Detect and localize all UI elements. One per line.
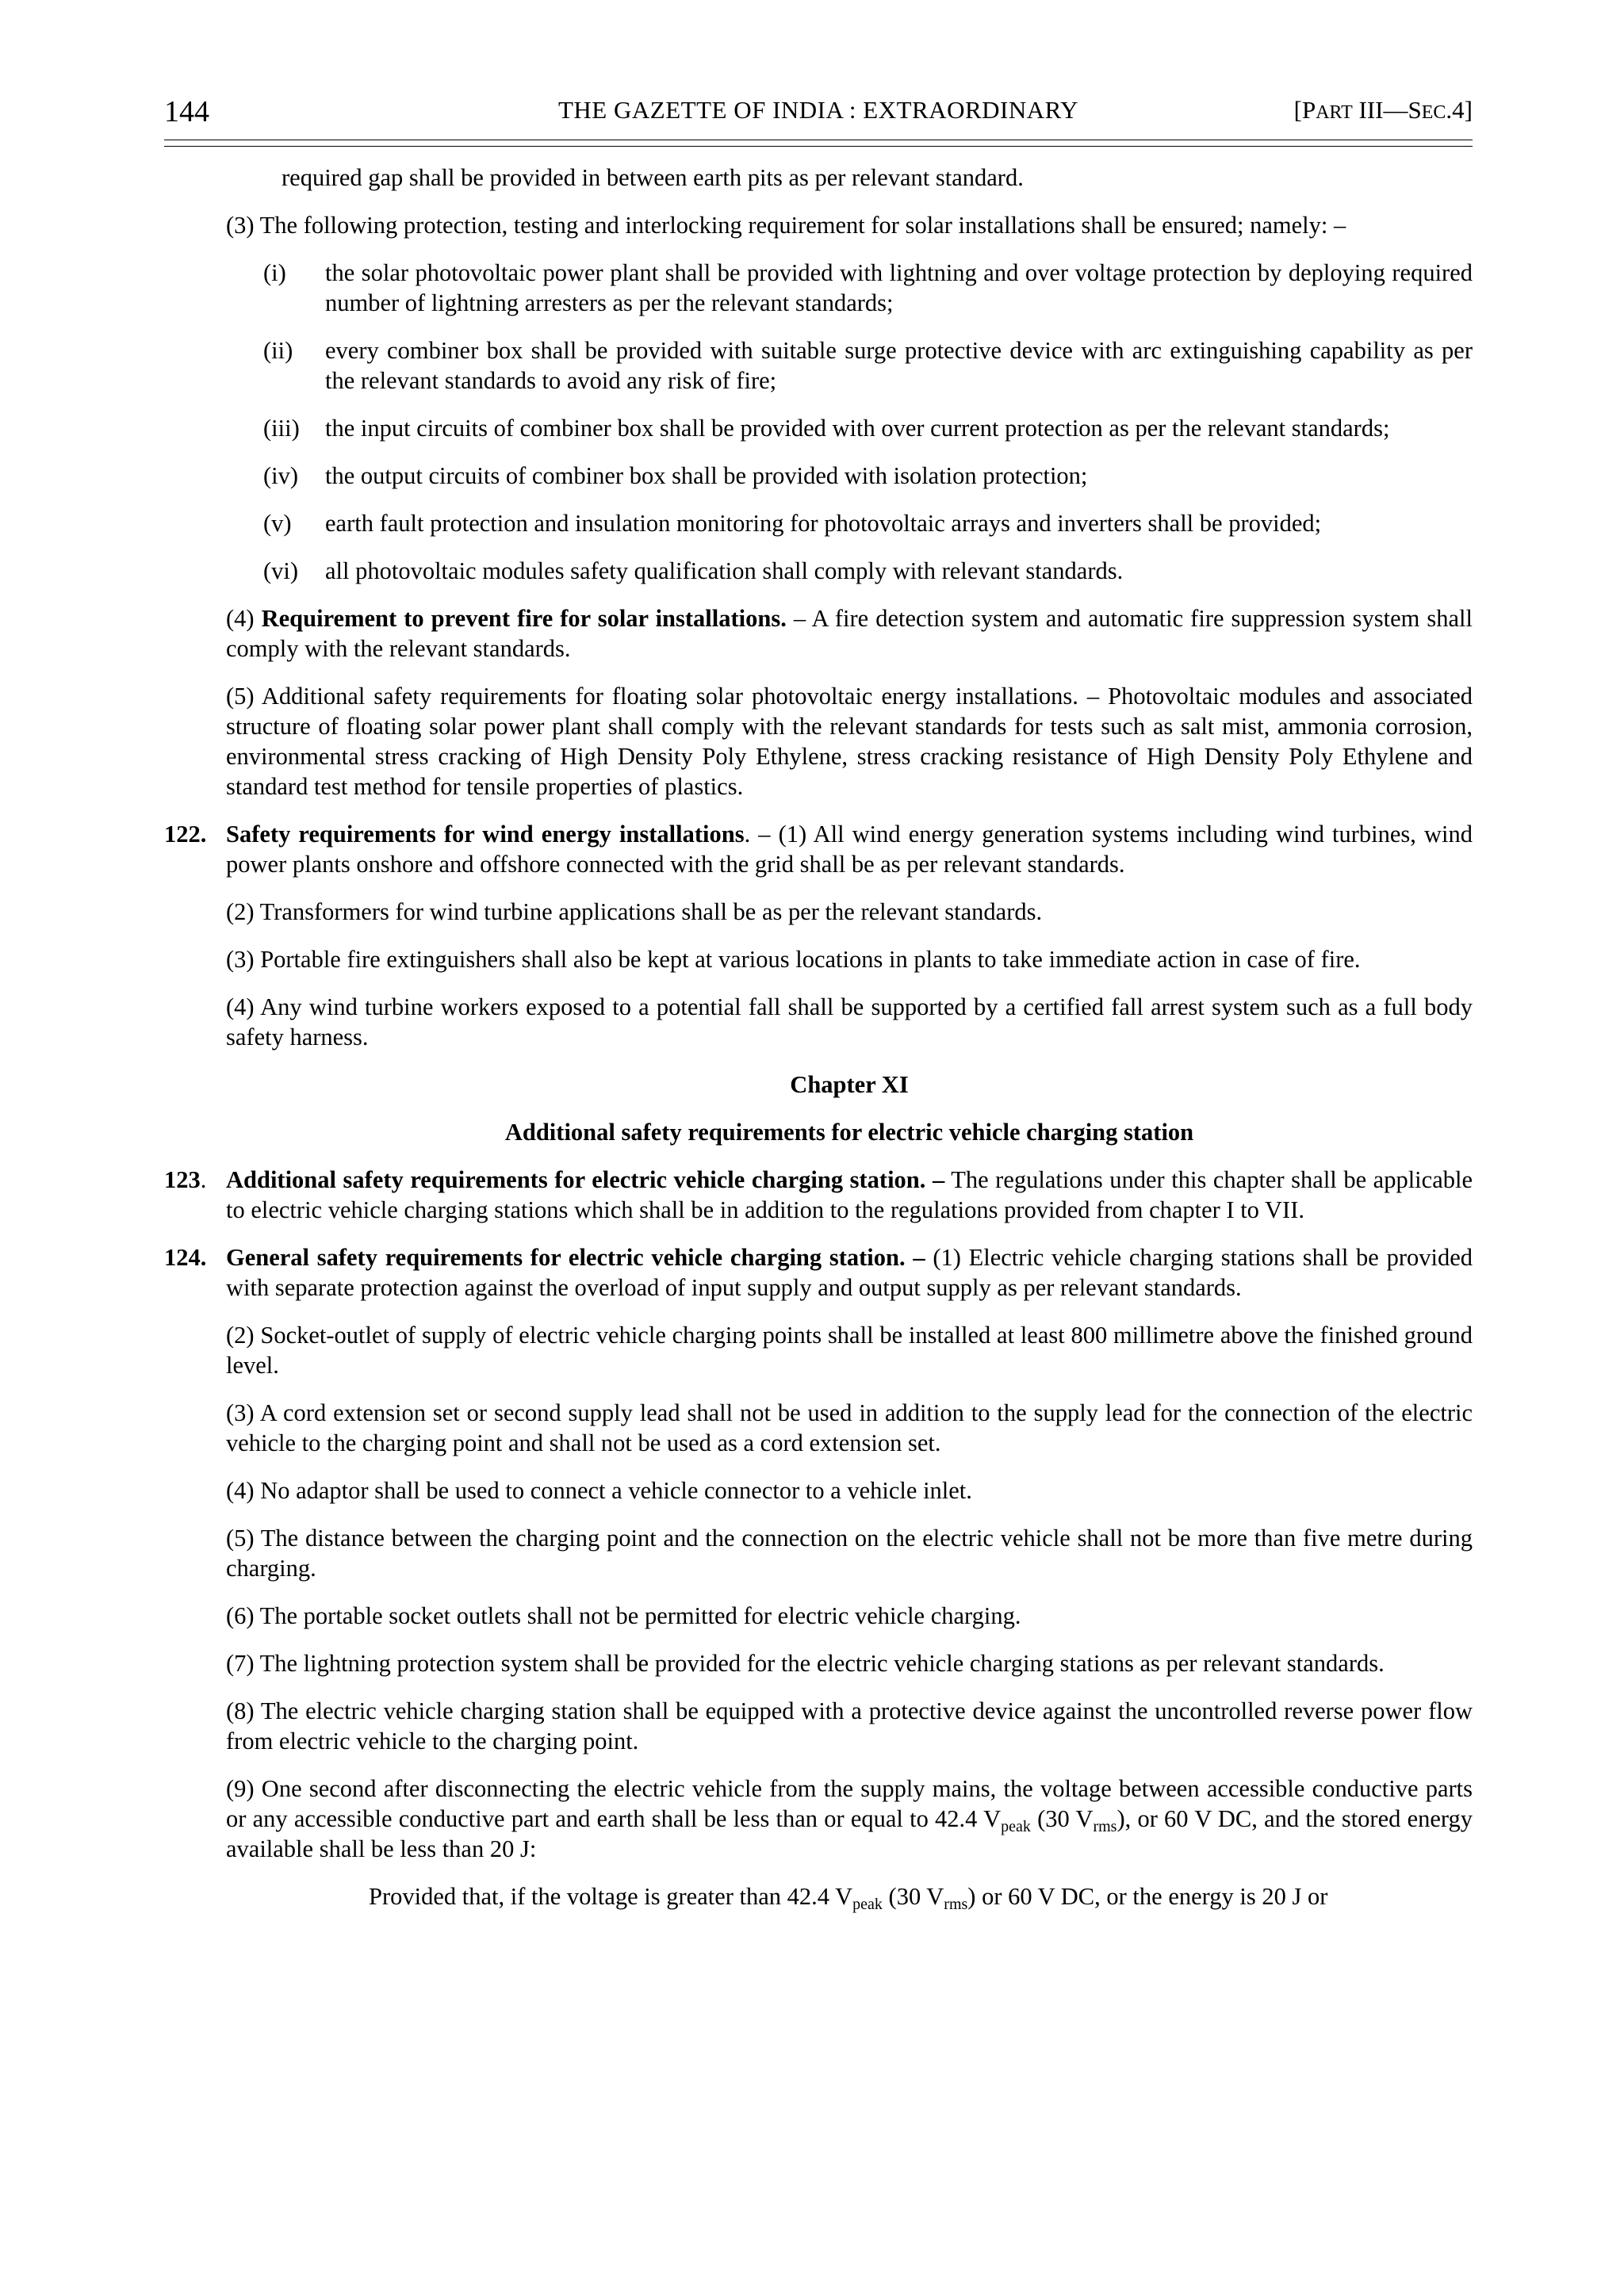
section-124-paragraph: (7) The lightning protection system shall be provided for the electric vehicle charging stations as per relevant standards. (226, 1650, 1385, 1677)
section-124: 124. General safety requirements for electric vehicle charging station. – (1) Electric vehicle charging stations shall be provided with separate protection against the overload of input supply and output supply as per relevant standards. (164, 1244, 1473, 1301)
list-item: (iv) the output circuits of combiner box shall be provided with isolation protection; (263, 462, 1088, 489)
list-item: (v) earth fault protection and insulation monitoring for photovoltaic arrays and inverters shall be provided; (263, 510, 1322, 537)
section-124-paragraph: (4) No adaptor shall be used to connect a vehicle connector to a vehicle inlet. (226, 1477, 972, 1504)
section-124-paragraph: (6) The portable socket outlets shall not be permitted for electric vehicle charging. (226, 1602, 1021, 1629)
chapter-title: Additional safety requirements for electric vehicle charging station (504, 1119, 1194, 1146)
chapter-heading: Chapter XI (790, 1071, 909, 1098)
header-rule-bottom (164, 146, 1473, 147)
paragraph-5: (5) Additional safety requirements for floating solar photovoltaic energy installations. – Photovoltaic modules and associated structure of floating solar power plant shall comply with the relevant standards for tests such as salt mist, ammonia corrosion, environmental stress cracking of High Density Poly Ethylene, stress cracking resistance of High Density Poly Ethylene and standard test method for tensile properties of plastics. (226, 683, 1473, 800)
page-header (164, 94, 1473, 130)
list-item: (iii) the input circuits of combiner box shall be provided with over current protection as per the relevant standards; (263, 415, 1390, 442)
section-122-paragraph-2: (2) Transformers for wind turbine applications shall be as per the relevant standards. (226, 898, 1043, 925)
paragraph-4: (4) Requirement to prevent fire for solar installations. – A fire detection system and automatic fire suppression system shall comply with the relevant standards. (226, 605, 1473, 662)
part-section-label: [PART III—SEC.4] (1293, 96, 1473, 124)
section-122-paragraph-4: (4) Any wind turbine workers exposed to a potential fall shall be supported by a certified fall arrest system such as a full body safety harness. (226, 993, 1473, 1050)
page-number: 144 (164, 95, 209, 128)
section-124-paragraph: (3) A cord extension set or second supply lead shall not be used in addition to the supply lead for the connection of the electric vehicle to the charging point and shall not be used as a cord extension set. (226, 1399, 1473, 1456)
section-124-paragraph: (8) The electric vehicle charging station shall be equipped with a protective device against the uncontrolled reverse power flow from electric vehicle to the charging point. (226, 1697, 1473, 1755)
section-123: 123. Additional safety requirements for electric vehicle charging station. – The regulations under this chapter shall be applicable to electric vehicle charging stations which shall be in addition to the regulations provided from chapter I to VII. (164, 1166, 1473, 1223)
page-body (164, 163, 1473, 1929)
proviso: Provided that, if the voltage is greater than 42.4 $V_{peak}$ (30 $V_{rms}$) or 60 V DC, or the energy is 20 J or (369, 1883, 1328, 1913)
continued-paragraph: required gap shall be provided in between earth pits as per relevant standard. (282, 164, 1024, 191)
section-122: 122. Safety requirements for wind energy installations. – (1) All wind energy generation systems including wind turbines, wind power plants onshore and offshore connected with the grid shall be as per relevant standards. (164, 821, 1473, 878)
paragraph-3: (3) The following protection, testing and interlocking requirement for solar installations shall be ensured; namely: – (226, 212, 1346, 239)
section-122-paragraph-3: (3) Portable fire extinguishers shall also be kept at various locations in plants to take immediate action in case of fire. (226, 946, 1361, 973)
gazette-title: THE GAZETTE OF INDIA : EXTRAORDINARY (557, 96, 1079, 124)
section-124-paragraph-9: (9) One second after disconnecting the electric vehicle from the supply mains, the voltage between accessible conductive parts or any accessible conductive part and earth shall be less than or equal to 42.4 $V_{peak}$ (30 $V_{rms}$), or 60 V DC, and the stored energy available shall be less than 20 J: (226, 1775, 1473, 1862)
list-item: (vi) all photovoltaic modules safety qualification shall comply with relevant standards. (263, 557, 1124, 584)
section-124-paragraph: (2) Socket-outlet of supply of electric vehicle charging points shall be installed at least 800 millimetre above the finished ground level. (226, 1322, 1473, 1379)
list-item: (ii) every combiner box shall be provided with suitable surge protective device with arc extinguishing capability as per the relevant standards to avoid any risk of fire; (263, 337, 1473, 394)
section-124-paragraph: (5) The distance between the charging point and the connection on the electric vehicle shall not be more than five metre during charging. (226, 1525, 1473, 1582)
list-item: (i) the solar photovoltaic power plant shall be provided with lightning and over voltage protection by deploying required number of lightning arresters as per the relevant standards; (263, 259, 1473, 316)
